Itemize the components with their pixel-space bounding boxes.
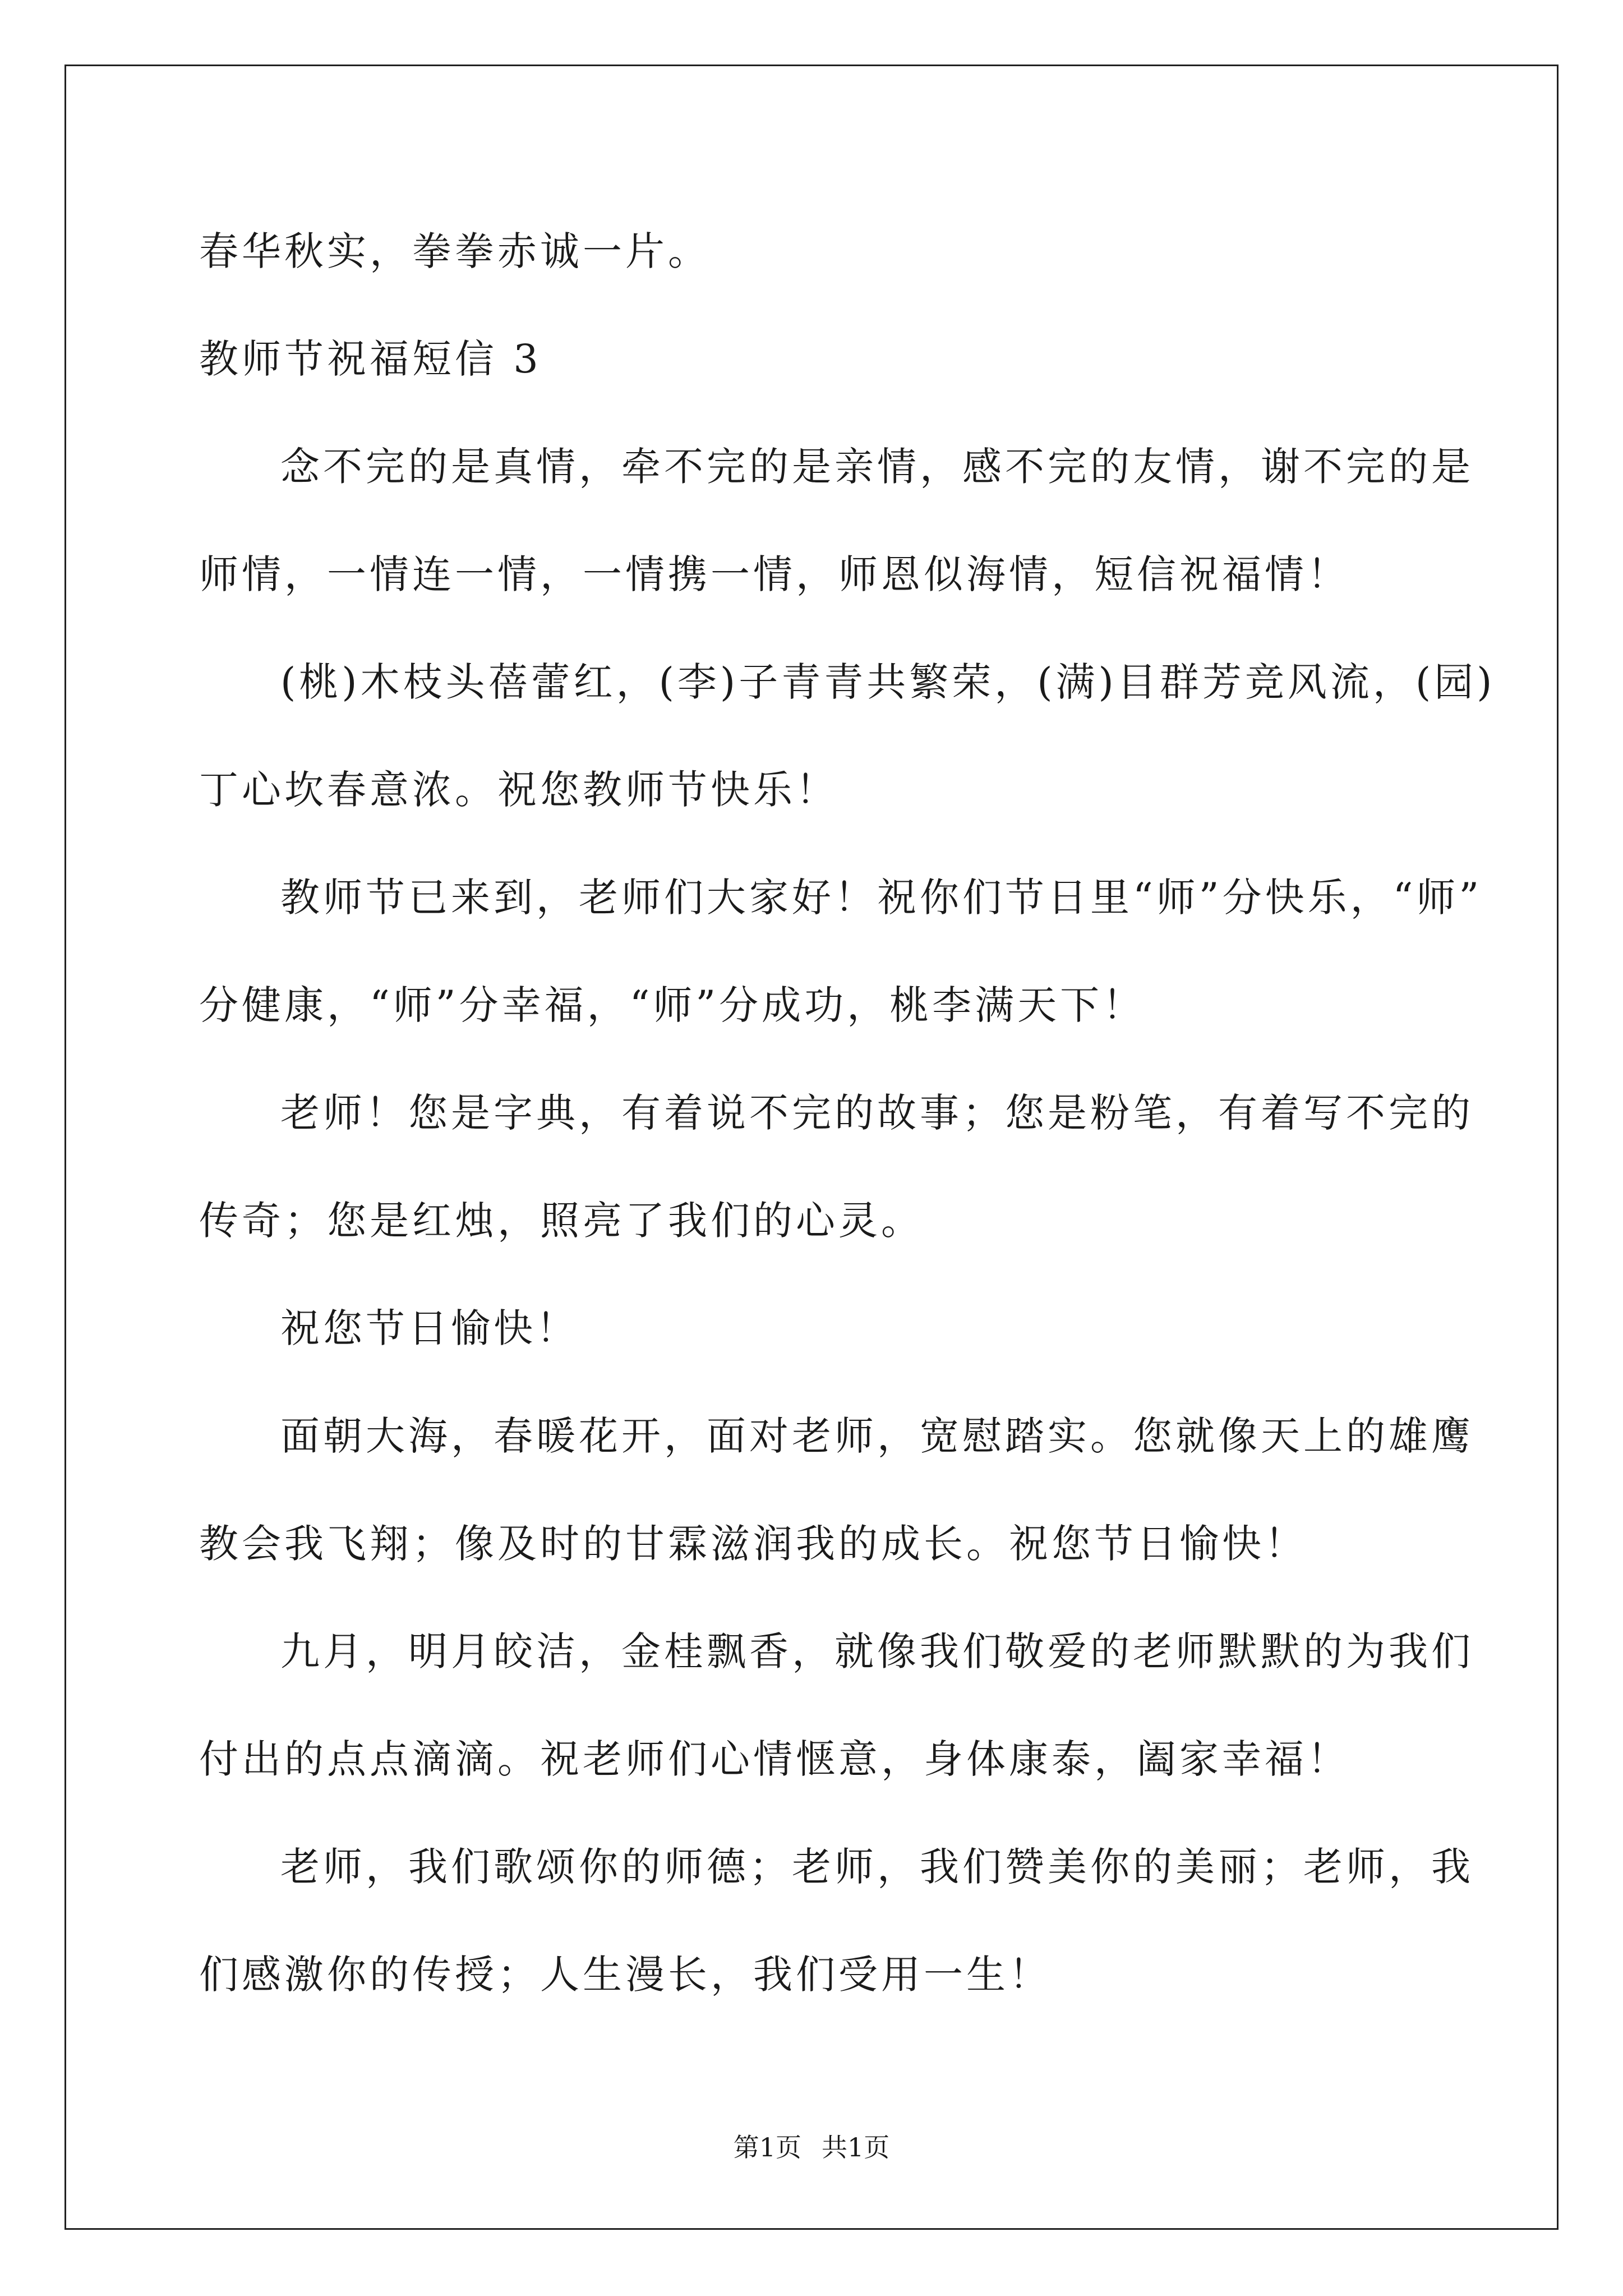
paragraph-line: 付出的点点滴滴。祝老师们心情惬意，身体康泰，阖家幸福！	[199, 1736, 1350, 1782]
paragraph-line: 老师！您是字典，有着说不完的故事；您是粉笔，有着写不完的	[280, 1090, 1474, 1136]
paragraph-line: 丁心坎春意浓。祝您教师节快乐！	[199, 767, 838, 813]
page-total: 共1页	[822, 2132, 890, 2162]
paragraph-line: 分健康，“师”分幸福，“师”分成功，桃李满天下！	[199, 982, 1146, 1028]
page-number: 第1页	[733, 2132, 801, 2162]
page-footer	[0, 2131, 1623, 2164]
section-heading: 教师节祝福短信 3	[199, 336, 542, 382]
paragraph-line: 老师，我们歌颂你的师德；老师，我们赞美你的美丽；老师，我	[280, 1844, 1474, 1890]
paragraph-line: (桃)木枝头蓓蕾红，(李)子青青共繁荣，(满)目群芳竞风流，(园)	[280, 659, 1496, 705]
paragraph-line: 教师节已来到，老师们大家好！祝你们节日里“师”分快乐，“师”	[280, 875, 1483, 921]
paragraph-line: 们感激你的传授；人生漫长，我们受用一生！	[199, 1952, 1052, 1998]
paragraph-line: 教会我飞翔；像及时的甘霖滋润我的成长。祝您节日愉快！	[199, 1521, 1307, 1567]
paragraph-line: 九月，明月皎洁，金桂飘香，就像我们敬爱的老师默默的为我们	[280, 1628, 1474, 1674]
paragraph-line: 念不完的是真情，牵不完的是亲情，感不完的友情，谢不完的是	[280, 444, 1474, 490]
text-line: 春华秋实，拳拳赤诚一片。	[199, 228, 711, 274]
paragraph-line: 师情，一情连一情，一情携一情，师恩似海情，短信祝福情！	[199, 551, 1350, 597]
document-body	[199, 224, 1496, 2001]
paragraph-line: 传奇；您是红烛，照亮了我们的心灵。	[199, 1198, 924, 1244]
paragraph-line: 祝您节日愉快！	[280, 1305, 579, 1351]
paragraph-line: 面朝大海，春暖花开，面对老师，宽慰踏实。您就像天上的雄鹰	[280, 1413, 1474, 1459]
